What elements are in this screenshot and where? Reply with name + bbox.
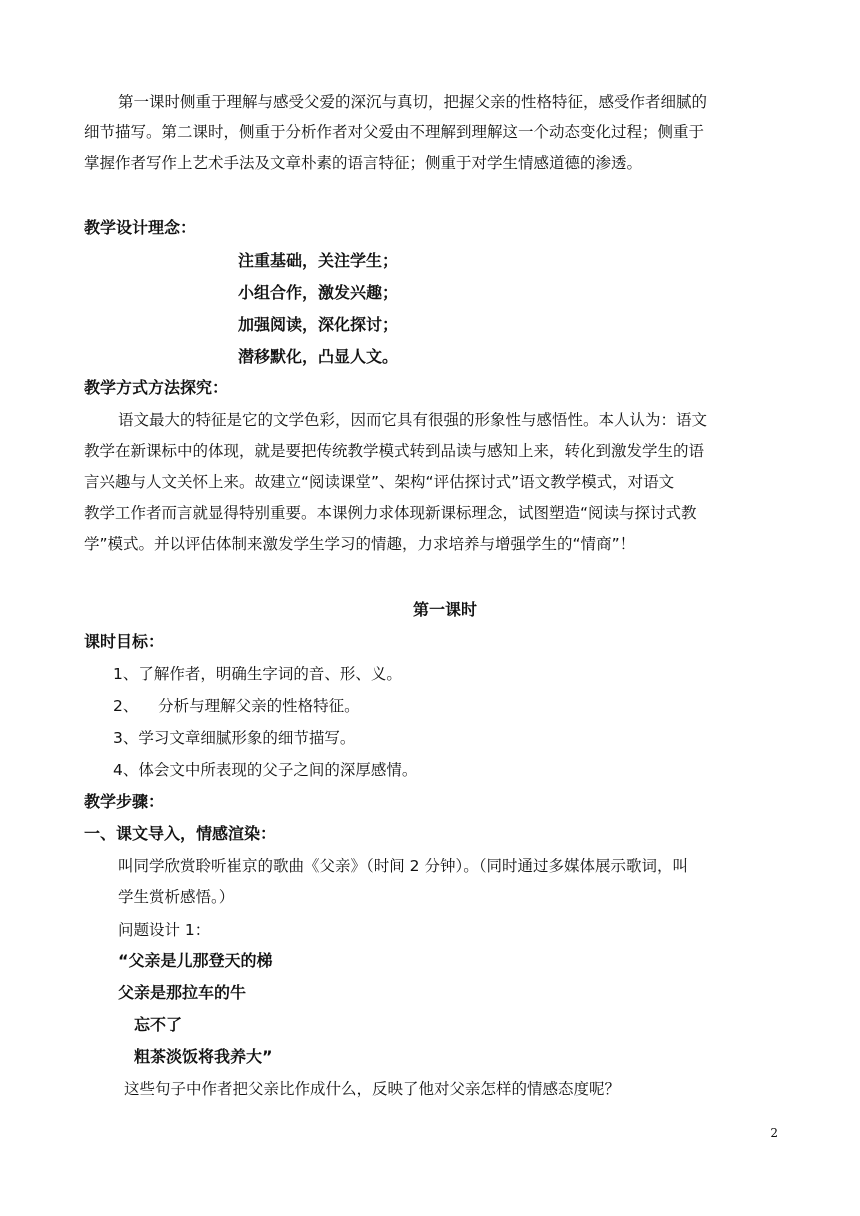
step1-heading: 一、课文导入，情感渲染： bbox=[84, 824, 277, 843]
page-number: 2 bbox=[770, 1126, 778, 1140]
poem-line: 粗茶淡饭将我养大” bbox=[134, 1047, 273, 1066]
step1-text: 学生赏析感悟。） bbox=[118, 888, 235, 906]
goal-item: 3、学习文章细腻形象的细节描写。 bbox=[113, 729, 356, 747]
design-item: 注重基础，关注学生； bbox=[238, 251, 399, 270]
design-item: 加强阅读，深化探讨； bbox=[238, 315, 399, 334]
method-line: 言兴趣与人文关怀上来。故建立“阅读课堂”、架构“评估探讨式”语文教学模式，对语文 bbox=[84, 473, 675, 491]
intro-line-1: 第一课时侧重于理解与感受父爱的深沉与真切，把握父亲的性格特征，感受作者细腻的 bbox=[118, 93, 708, 111]
question-text: 这些句子中作者把父亲比作成什么，反映了他对父亲怎样的情感态度呢？ bbox=[124, 1080, 621, 1098]
lesson-title: 第一课时 bbox=[413, 600, 478, 619]
goal-item: 2、 分析与理解父亲的性格特征。 bbox=[113, 697, 360, 715]
goals-heading: 课时目标： bbox=[84, 632, 165, 651]
poem-line: 父亲是那拉车的牛 bbox=[118, 983, 247, 1002]
step1-text: 叫同学欣赏聆听崔京的歌曲《父亲》（时间 2 分钟）。（同时通过多媒体展示歌词，叫 bbox=[118, 857, 688, 875]
design-item: 潜移默化，凸显人文。 bbox=[238, 347, 399, 366]
design-item: 小组合作，激发兴趣； bbox=[238, 283, 399, 302]
steps-heading: 教学步骤： bbox=[84, 792, 165, 811]
intro-line-2: 细节描写。第二课时，侧重于分析作者对父爱由不理解到理解这一个动态变化过程；侧重于 bbox=[84, 123, 705, 141]
design-heading: 教学设计理念： bbox=[84, 218, 197, 237]
method-line: 学”模式。并以评估体制来激发学生学习的情趣，力求培养与增强学生的“情商”！ bbox=[84, 535, 636, 553]
intro-line-3: 掌握作者写作上艺术手法及文章朴素的语言特征；侧重于对学生情感道德的渗透。 bbox=[84, 154, 643, 172]
method-heading: 教学方式方法探究： bbox=[84, 378, 229, 397]
method-line: 语文最大的特征是它的文学色彩，因而它具有很强的形象性与感悟性。本人认为：语文 bbox=[118, 411, 708, 429]
poem-line: “父亲是儿那登天的梯 bbox=[118, 951, 273, 970]
question-label: 问题设计 1： bbox=[118, 921, 211, 939]
method-line: 教学工作者而言就显得特别重要。本课例力求体现新课标理念，试图塑造“阅读与探讨式教 bbox=[84, 504, 697, 522]
goal-item: 4、体会文中所表现的父子之间的深厚感情。 bbox=[113, 761, 418, 779]
poem-line: 忘不了 bbox=[134, 1015, 183, 1034]
goal-item: 1、了解作者，明确生字词的音、形、义。 bbox=[113, 665, 402, 683]
method-line: 教学在新课标中的体现，就是要把传统教学模式转到品读与感知上来，转化到激发学生的语 bbox=[84, 442, 705, 460]
